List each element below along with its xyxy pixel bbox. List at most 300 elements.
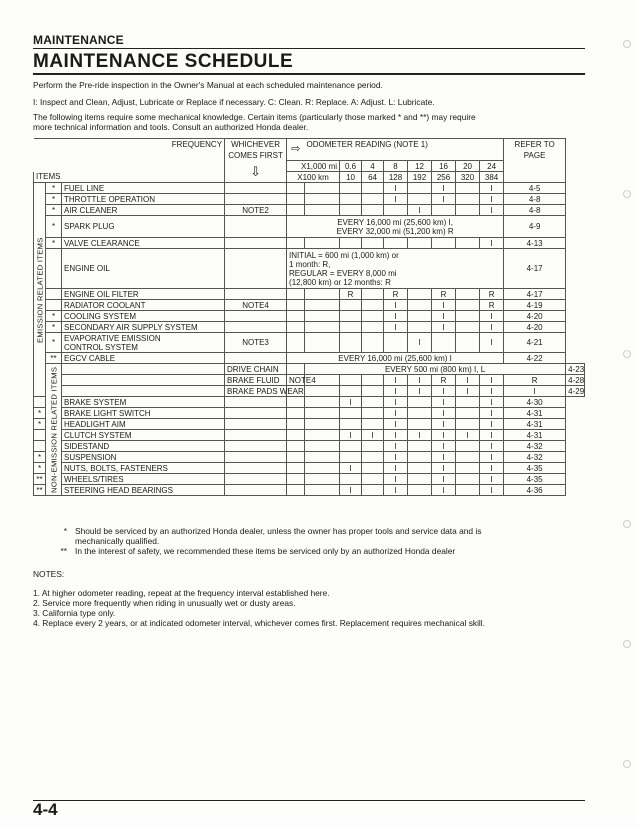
item-name: [62, 333, 225, 353]
item-mark: [34, 397, 46, 408]
item-note: [225, 289, 287, 300]
interval-cell: [340, 194, 362, 205]
mi-header: 20: [456, 161, 480, 172]
interval-cell: [456, 463, 480, 474]
km-header: 64: [362, 172, 384, 183]
footnote-double-star: [33, 546, 455, 556]
interval-cell: [362, 452, 384, 463]
spacer-cell: [287, 333, 305, 353]
spacer-cell: [305, 463, 340, 474]
interval-cell: I: [432, 430, 456, 441]
interval-cell: I: [432, 452, 456, 463]
spacer-cell: [305, 397, 340, 408]
schedule-row: [34, 194, 585, 205]
page-title: MAINTENANCE SCHEDULE: [33, 51, 294, 72]
interval-cell: I: [456, 430, 480, 441]
unit-km-label: X100 km: [287, 172, 340, 183]
interval-cell: [362, 289, 384, 300]
item-mark: [46, 249, 62, 289]
interval-cell: [384, 333, 408, 353]
schedule-row: [34, 216, 585, 238]
interval-cell: I: [340, 397, 362, 408]
interval-span: [287, 216, 504, 238]
km-header: 192: [408, 172, 432, 183]
interval-cell: I: [480, 311, 504, 322]
spacer-cell: [287, 311, 305, 322]
schedule-row: [34, 249, 585, 289]
footnote-mark: *: [63, 526, 67, 536]
title-rule: [33, 73, 585, 75]
interval-cell: [340, 311, 362, 322]
interval-cell: R: [480, 289, 504, 300]
item-note: NOTE4: [287, 375, 305, 386]
refer-page: 4-35: [504, 463, 566, 474]
category-non-emission-label: NON-EMISSION RELATED ITEMS: [46, 364, 62, 496]
interval-cell: [340, 419, 362, 430]
header-rule: [33, 48, 585, 49]
footer-rule: [33, 800, 585, 801]
interval-cell: I: [384, 430, 408, 441]
spacer-cell: [287, 474, 305, 485]
item-name: AIR CLEANER: [62, 205, 225, 216]
item-mark: [62, 364, 225, 375]
interval-cell: [456, 289, 480, 300]
interval-cell: [456, 408, 480, 419]
interval-cell: R: [384, 289, 408, 300]
mi-header: 24: [480, 161, 504, 172]
schedule-row: [34, 397, 585, 408]
mi-header: 0.6: [340, 161, 362, 172]
schedule-row: [34, 419, 585, 430]
refer-page: 4-36: [504, 485, 566, 496]
notes-list: [33, 588, 485, 628]
binder-hole-icon: [623, 350, 631, 358]
interval-cell: [362, 311, 384, 322]
schedule-row: [34, 430, 585, 441]
item-name: DRIVE CHAIN: [225, 364, 287, 375]
interval-cell: I: [480, 397, 504, 408]
interval-cell: I: [384, 463, 408, 474]
item-note: [225, 474, 287, 485]
item-mark: *: [34, 419, 46, 430]
item-note: [225, 397, 287, 408]
schedule-row: [34, 485, 585, 496]
interval-cell: [340, 205, 362, 216]
interval-cell: I: [384, 386, 408, 397]
interval-cell: I: [432, 441, 456, 452]
item-note: [225, 452, 287, 463]
footnote-text: Should be serviced by an authorized Honda dealer, unless the owner has proper tools and service data and is: [75, 526, 482, 536]
note-item: 3. California type only.: [33, 608, 116, 618]
interval-cell: I: [480, 194, 504, 205]
spacer-cell: [305, 289, 340, 300]
item-name: ENGINE OIL: [62, 249, 225, 289]
interval-cell: [408, 452, 432, 463]
schedule-row: [34, 322, 585, 333]
refer-page: 4-17: [504, 249, 566, 289]
section-label: MAINTENANCE: [33, 33, 124, 47]
schedule-row: [34, 474, 585, 485]
spacer-cell: [305, 474, 340, 485]
interval-cell: [456, 194, 480, 205]
interval-cell: I: [362, 430, 384, 441]
spacer-cell: [305, 441, 340, 452]
item-name: SUSPENSION: [62, 452, 225, 463]
footnote-single-star: [33, 526, 481, 546]
page-number: 4-4: [33, 800, 58, 819]
refer-page: 4-23: [566, 364, 585, 375]
arrow-down-icon: ⇩: [225, 161, 287, 183]
interval-cell: [362, 474, 384, 485]
interval-span: [287, 249, 504, 289]
interval-cell: I: [432, 419, 456, 430]
interval-cell: I: [480, 238, 504, 249]
interval-cell: [456, 474, 480, 485]
spacer-cell: [305, 194, 340, 205]
interval-cell: [408, 408, 432, 419]
schedule-row: [34, 463, 585, 474]
interval-cell: [456, 441, 480, 452]
refer-to-header-1: REFER TO: [504, 139, 566, 150]
item-name: FUEL LINE: [62, 183, 225, 194]
interval-cell: [362, 419, 384, 430]
interval-cell: [456, 397, 480, 408]
interval-cell: I: [432, 397, 456, 408]
interval-cell: [340, 238, 362, 249]
schedule-row: [34, 205, 585, 216]
spacer-cell: [287, 408, 305, 419]
interval-cell: [340, 474, 362, 485]
interval-cell: [362, 194, 384, 205]
item-mark: [46, 289, 62, 300]
refer-page: 4-8: [504, 205, 566, 216]
schedule-row: [34, 289, 585, 300]
item-note: NOTE3: [225, 333, 287, 353]
interval-line: EVERY 32,000 mi (51,200 km) R: [336, 226, 454, 236]
interval-cell: [408, 463, 432, 474]
item-note: [225, 463, 287, 474]
item-name: CLUTCH SYSTEM: [62, 430, 225, 441]
item-note: NOTE4: [225, 300, 287, 311]
spacer-cell: [287, 183, 305, 194]
interval-cell: I: [408, 205, 432, 216]
spacer-cell: [305, 419, 340, 430]
item-mark: [62, 386, 225, 397]
interval-cell: [408, 485, 432, 496]
interval-line: 1 month: R,: [289, 259, 331, 269]
interval-cell: [456, 183, 480, 194]
interval-cell: [456, 333, 480, 353]
interval-cell: I: [480, 430, 504, 441]
item-name: NUTS, BOLTS, FASTENERS: [62, 463, 225, 474]
interval-line: EVERY 16,000 mi (25,600 km) I,: [337, 217, 453, 227]
item-note: [225, 249, 287, 289]
spacer-cell: [340, 386, 362, 397]
unit-mi-label: X1,000 mi: [287, 161, 340, 172]
refer-page: 4-20: [504, 311, 566, 322]
interval-cell: [362, 375, 384, 386]
item-name: EGCV CABLE: [62, 353, 225, 364]
spacer-cell: [305, 408, 340, 419]
interval-cell: [340, 333, 362, 353]
item-mark: *: [46, 333, 62, 353]
schedule-row: [34, 408, 585, 419]
interval-cell: I: [480, 322, 504, 333]
interval-cell: [456, 485, 480, 496]
spacer-cell: [287, 194, 305, 205]
interval-cell: I: [340, 485, 362, 496]
item-mark: *: [46, 311, 62, 322]
binder-hole-icon: [623, 190, 631, 198]
interval-cell: I: [384, 397, 408, 408]
spacer-cell: [305, 238, 340, 249]
item-name: SECONDARY AIR SUPPLY SYSTEM: [62, 322, 225, 333]
interval-cell: [384, 238, 408, 249]
item-mark: *: [46, 205, 62, 216]
spacer-cell: [305, 300, 340, 311]
interval-cell: [408, 194, 432, 205]
refer-page: 4-28: [566, 375, 585, 386]
schedule-row: [34, 386, 585, 397]
item-name: BRAKE PADS WEAR: [225, 386, 287, 397]
interval-cell: [362, 408, 384, 419]
km-header: 256: [432, 172, 456, 183]
interval-cell: [408, 311, 432, 322]
item-name: ENGINE OIL FILTER: [62, 289, 225, 300]
odometer-header: ODOMETER READING (NOTE 1): [305, 139, 504, 150]
interval-cell: I: [480, 474, 504, 485]
schedule-row: [34, 452, 585, 463]
spacer-cell: [287, 289, 305, 300]
refer-page: 4-8: [504, 194, 566, 205]
arrow-right-icon: ⇨: [287, 139, 305, 161]
interval-cell: I: [384, 474, 408, 485]
notes-heading: NOTES:: [33, 569, 65, 579]
spacer-cell: [287, 397, 305, 408]
interval-cell: I: [480, 333, 504, 353]
km-header: 128: [384, 172, 408, 183]
refer-page: 4-30: [504, 397, 566, 408]
interval-cell: R: [504, 375, 566, 386]
interval-cell: I: [480, 408, 504, 419]
spacer-cell: [287, 205, 305, 216]
interval-cell: I: [432, 463, 456, 474]
footnote-text-cont: mechanically qualified.: [75, 536, 160, 546]
spacer-cell: [287, 322, 305, 333]
interval-cell: I: [480, 386, 504, 397]
spacer-cell: [287, 485, 305, 496]
interval-cell: I: [480, 441, 504, 452]
interval-cell: [432, 238, 456, 249]
item-note: [225, 485, 287, 496]
item-note: [225, 183, 287, 194]
interval-cell: I: [432, 300, 456, 311]
refer-page: 4-9: [504, 216, 566, 238]
interval-cell: I: [408, 375, 432, 386]
item-name: BRAKE SYSTEM: [62, 397, 225, 408]
refer-page: 4-31: [504, 430, 566, 441]
interval-cell: [362, 238, 384, 249]
interval-cell: [340, 183, 362, 194]
item-name: BRAKE LIGHT SWITCH: [62, 408, 225, 419]
interval-cell: [362, 397, 384, 408]
spacer-cell: [305, 311, 340, 322]
item-mark: [62, 375, 225, 386]
interval-span: EVERY 500 mi (800 km) I, L: [305, 364, 566, 375]
item-name: COOLING SYSTEM: [62, 311, 225, 322]
mi-header: 8: [384, 161, 408, 172]
interval-cell: [340, 322, 362, 333]
interval-cell: I: [432, 322, 456, 333]
binder-hole-icon: [623, 640, 631, 648]
interval-cell: [408, 300, 432, 311]
interval-cell: I: [480, 205, 504, 216]
interval-cell: I: [432, 183, 456, 194]
footnote-text: In the interest of safety, we recommended these items be serviced only by an authorized Honda dealer: [75, 546, 456, 556]
item-mark: *: [46, 238, 62, 249]
intro-paragraph-3: [33, 112, 593, 132]
items-header: ITEMS: [34, 172, 225, 183]
item-mark: *: [34, 408, 46, 419]
footnote-mark: **: [60, 546, 67, 556]
interval-cell: [408, 183, 432, 194]
interval-cell: [362, 386, 384, 397]
interval-cell: I: [456, 386, 480, 397]
schedule-row: [34, 311, 585, 322]
note-item: 2. Service more frequently when riding in unusually wet or dusty areas.: [33, 598, 296, 608]
spacer-cell: [287, 430, 305, 441]
frequency-header: FREQUENCY: [34, 139, 225, 150]
schedule-row: [34, 441, 585, 452]
interval-cell: [408, 289, 432, 300]
item-mark: [34, 430, 46, 441]
interval-cell: [456, 419, 480, 430]
spacer-cell: [305, 333, 340, 353]
schedule-row: [34, 183, 585, 194]
item-mark: [34, 441, 46, 452]
interval-cell: I: [480, 375, 504, 386]
interval-cell: [408, 322, 432, 333]
item-mark: *: [46, 322, 62, 333]
mi-header: 12: [408, 161, 432, 172]
interval-cell: [408, 474, 432, 485]
spacer-cell: [305, 485, 340, 496]
interval-cell: I: [384, 183, 408, 194]
interval-cell: I: [384, 322, 408, 333]
interval-cell: R: [480, 300, 504, 311]
refer-page: 4-32: [504, 441, 566, 452]
spacer-cell: [340, 375, 362, 386]
item-name: HEADLIGHT AIM: [62, 419, 225, 430]
interval-cell: [362, 300, 384, 311]
interval-cell: [340, 408, 362, 419]
maintenance-schedule-table: [33, 138, 585, 496]
item-note: NOTE2: [225, 205, 287, 216]
interval-cell: I: [384, 452, 408, 463]
intro-legend: I: Inspect and Clean, Adjust, Lubricate or Replace if necessary. C: Clean. R: Replace. A: Adjust. L: Lubricate.: [33, 97, 435, 107]
interval-cell: [456, 238, 480, 249]
spacer-cell: [305, 386, 340, 397]
item-note: [225, 322, 287, 333]
interval-cell: I: [432, 474, 456, 485]
interval-cell: I: [384, 375, 408, 386]
item-name: BRAKE FLUID: [225, 375, 287, 386]
interval-cell: [432, 205, 456, 216]
schedule-row: [34, 238, 585, 249]
schedule-row: [34, 333, 585, 353]
spacer-cell: [287, 452, 305, 463]
item-mark: *: [46, 216, 62, 238]
mi-header: 16: [432, 161, 456, 172]
interval-cell: [456, 452, 480, 463]
interval-cell: I: [384, 485, 408, 496]
interval-cell: [456, 322, 480, 333]
interval-cell: [432, 333, 456, 353]
spacer-cell: [305, 183, 340, 194]
interval-cell: R: [340, 289, 362, 300]
item-mark: [46, 300, 62, 311]
intro-paragraph-1: Perform the Pre-ride inspection in the Owner's Manual at each scheduled maintenance period.: [33, 80, 383, 90]
interval-cell: [362, 333, 384, 353]
interval-cell: I: [408, 333, 432, 353]
item-note: [225, 408, 287, 419]
item-mark: **: [34, 485, 46, 496]
km-header: 10: [340, 172, 362, 183]
interval-cell: I: [432, 408, 456, 419]
interval-cell: [456, 205, 480, 216]
item-note: [225, 238, 287, 249]
item-mark: *: [46, 194, 62, 205]
interval-cell: I: [340, 463, 362, 474]
spacer-cell: [305, 205, 340, 216]
interval-cell: I: [384, 194, 408, 205]
note-item: 4. Replace every 2 years, or at indicated odometer interval, whichever comes first. Replacement requires mechanical skill.: [33, 618, 485, 628]
spacer-cell: [287, 238, 305, 249]
interval-cell: I: [504, 386, 566, 397]
km-header: 320: [456, 172, 480, 183]
intro-p3-line2: more technical information and tools. Consult an authorized Honda dealer.: [33, 122, 309, 132]
interval-cell: R: [432, 375, 456, 386]
interval-cell: [340, 300, 362, 311]
interval-cell: I: [432, 386, 456, 397]
note-item: 1. At higher odometer reading, repeat at the frequency interval established here.: [33, 588, 330, 598]
item-name: SPARK PLUG: [62, 216, 225, 238]
interval-cell: [384, 205, 408, 216]
schedule-row: [34, 375, 585, 386]
item-note: [225, 441, 287, 452]
item-note: [225, 311, 287, 322]
interval-cell: [340, 441, 362, 452]
refer-to-header-2: PAGE: [504, 150, 566, 161]
schedule-row: [34, 353, 585, 364]
refer-page: 4-13: [504, 238, 566, 249]
refer-page: 4-21: [504, 333, 566, 353]
km-header: 384: [480, 172, 504, 183]
item-name: RADIATOR COOLANT: [62, 300, 225, 311]
item-note: [287, 364, 305, 375]
item-note: [225, 216, 287, 238]
interval-cell: R: [432, 289, 456, 300]
item-name: SIDESTAND: [62, 441, 225, 452]
interval-cell: I: [384, 419, 408, 430]
item-mark: *: [34, 463, 46, 474]
interval-cell: I: [480, 452, 504, 463]
interval-cell: I: [408, 430, 432, 441]
refer-page: 4-29: [566, 386, 585, 397]
item-mark: *: [34, 452, 46, 463]
intro-p3-line1: The following items require some mechanical knowledge. Certain items (particularly those marked * and **) may require: [33, 112, 476, 122]
item-name: STEERING HEAD BEARINGS: [62, 485, 225, 496]
